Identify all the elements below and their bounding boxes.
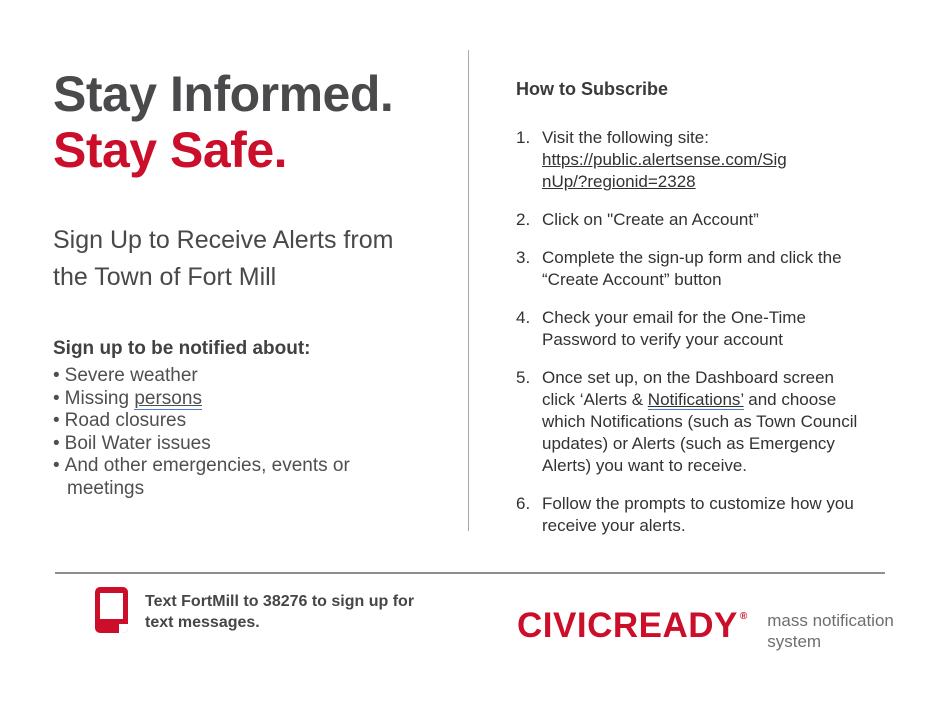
subscribe-heading: How to Subscribe [516,79,669,99]
notify-section [53,337,453,500]
bullet-glyph: • [53,432,60,454]
title-line-stay-informed: Stay Informed. [53,66,394,122]
phone-notch [119,624,128,633]
notifications-link[interactable]: Notifications’ [647,390,744,409]
subscribe-step-6 [516,493,870,537]
subscribe-step-3 [516,247,870,291]
notify-heading: Sign up to be notified about: [53,338,311,359]
bullet-glyph: • [53,455,60,476]
step-text [542,367,870,477]
subtitle-line-2: the Town of Fort Mill [53,263,277,291]
subscribe-step-5 [516,367,870,477]
bullet-glyph: • [53,410,60,431]
tagline-line-1: mass notification [767,611,894,630]
step-text: Click on "Create an Account” [542,210,759,229]
logo-tagline [767,610,894,652]
bullet-glyph: • [53,387,60,409]
step-text: Complete the sign-up form and click the “Create Account” button [542,248,842,289]
registered-trademark-icon: ® [739,611,748,622]
list-item-label: Boil Water issues [64,432,211,454]
how-to-subscribe-section [516,78,870,553]
footer-divider [55,572,885,574]
sms-signup-callout [95,587,414,633]
list-item-label: And other emergencies, events or meetings [64,455,350,499]
tagline-line-2: system [767,632,822,651]
list-item-label: Severe weather [64,365,198,386]
step-number: 3. [516,248,531,267]
civicready-wordmark: CIVICREADY [517,606,738,645]
list-item-severe-weather [53,365,388,388]
subscribe-step-2 [516,209,870,231]
list-item-boil-water [53,433,388,456]
signup-url-line-1[interactable]: https://public.alertsense.com/Sig [542,150,787,169]
sms-instructions-line-2: text messages. [145,614,260,631]
step-1-text: Visit the following site: [542,128,709,147]
phone-screen [100,593,123,619]
step-text: Check your email for the One-Time Password to verify your account [542,308,806,349]
subtitle-line-1: Sign Up to Receive Alerts from [53,226,394,254]
sms-instructions-line-1: Text FortMill to 38276 to sign up for [145,593,415,610]
signup-url-line-2[interactable]: nUp/?regionid=2328 [542,172,696,191]
civicready-logo [517,606,894,652]
page-title [53,66,453,178]
bullet-glyph: • [53,365,60,386]
signup-url-link[interactable] [542,149,870,193]
hero-section [53,66,453,500]
step-number: 1. [516,128,531,147]
notify-list [53,365,388,500]
column-divider [468,50,469,531]
list-item-road-closures [53,410,388,433]
step-text [542,127,870,193]
sms-instructions [145,591,414,633]
step-text: Follow the prompts to customize how you receive your alerts. [542,494,854,535]
step-5-text-after: and choose which Notifications (such as Town Council updates) or Alerts (such as Emergency Alerts) you want to receive. [542,390,858,475]
subscribe-step-1 [516,127,870,193]
list-item-label: Road closures [64,410,187,431]
smartphone-icon [95,587,128,633]
signup-subtitle [53,222,453,296]
step-number: 4. [516,308,531,327]
title-line-stay-safe: Stay Safe. [53,122,288,178]
step-5-text-before: Once set up, on the Dashboard screen click ‘Alerts & [542,368,835,409]
subscribe-step-4 [516,307,870,351]
persons-link[interactable]: persons [134,387,202,409]
step-number: 2. [516,210,531,229]
list-item-label: Missing [64,387,135,409]
step-number: 5. [516,368,531,387]
list-item-other-emergencies [53,455,388,500]
step-number: 6. [516,494,531,513]
list-item-missing-persons [53,388,388,411]
